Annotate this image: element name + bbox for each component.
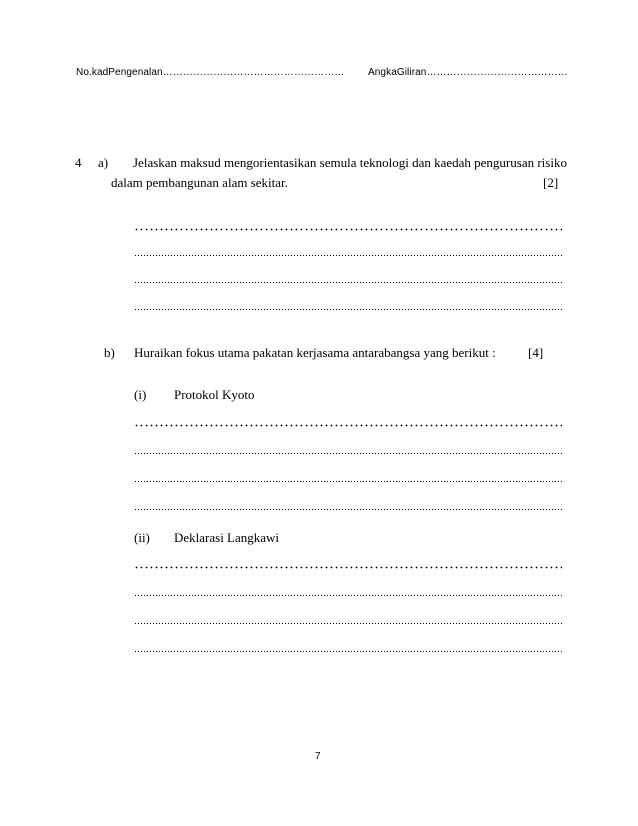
question-number: 4 <box>75 155 82 170</box>
answer-line <box>134 452 562 455</box>
answer-line <box>134 424 562 427</box>
page-number: 7 <box>315 751 321 762</box>
part-b-text: Huraikan fokus utama pakatan kerjasama antarabangsa yang berikut : <box>134 345 496 360</box>
sub-ii-label: (ii) <box>134 530 150 545</box>
answer-line <box>134 594 562 597</box>
answer-line <box>134 254 562 257</box>
answer-line <box>134 228 562 231</box>
part-b-marks: [4] <box>528 345 544 360</box>
part-a-text-line1: Jelaskan maksud mengorientasikan semula teknologi dan kaedah pengurusan risiko <box>133 155 567 170</box>
part-b-label: b) <box>104 345 115 360</box>
turn-number-field: AngkaGiliran…………………………………… <box>368 67 568 78</box>
sub-i-label: (i) <box>134 387 147 402</box>
ic-number-field: No.kadPengenalan……………………………………………… <box>76 67 345 78</box>
answer-line <box>134 480 562 483</box>
sub-ii-text: Deklarasi Langkawi <box>174 530 280 545</box>
part-a-text-line2: dalam pembangunan alam sekitar. <box>111 175 288 190</box>
part-a-label: a) <box>98 155 109 170</box>
answer-line <box>134 622 562 625</box>
answer-line <box>134 308 562 311</box>
answer-line <box>134 508 562 511</box>
answer-line <box>134 281 562 284</box>
answer-line <box>134 650 562 653</box>
answer-line <box>134 566 562 569</box>
part-a-marks: [2] <box>543 175 559 190</box>
sub-i-text: Protokol Kyoto <box>174 387 255 402</box>
